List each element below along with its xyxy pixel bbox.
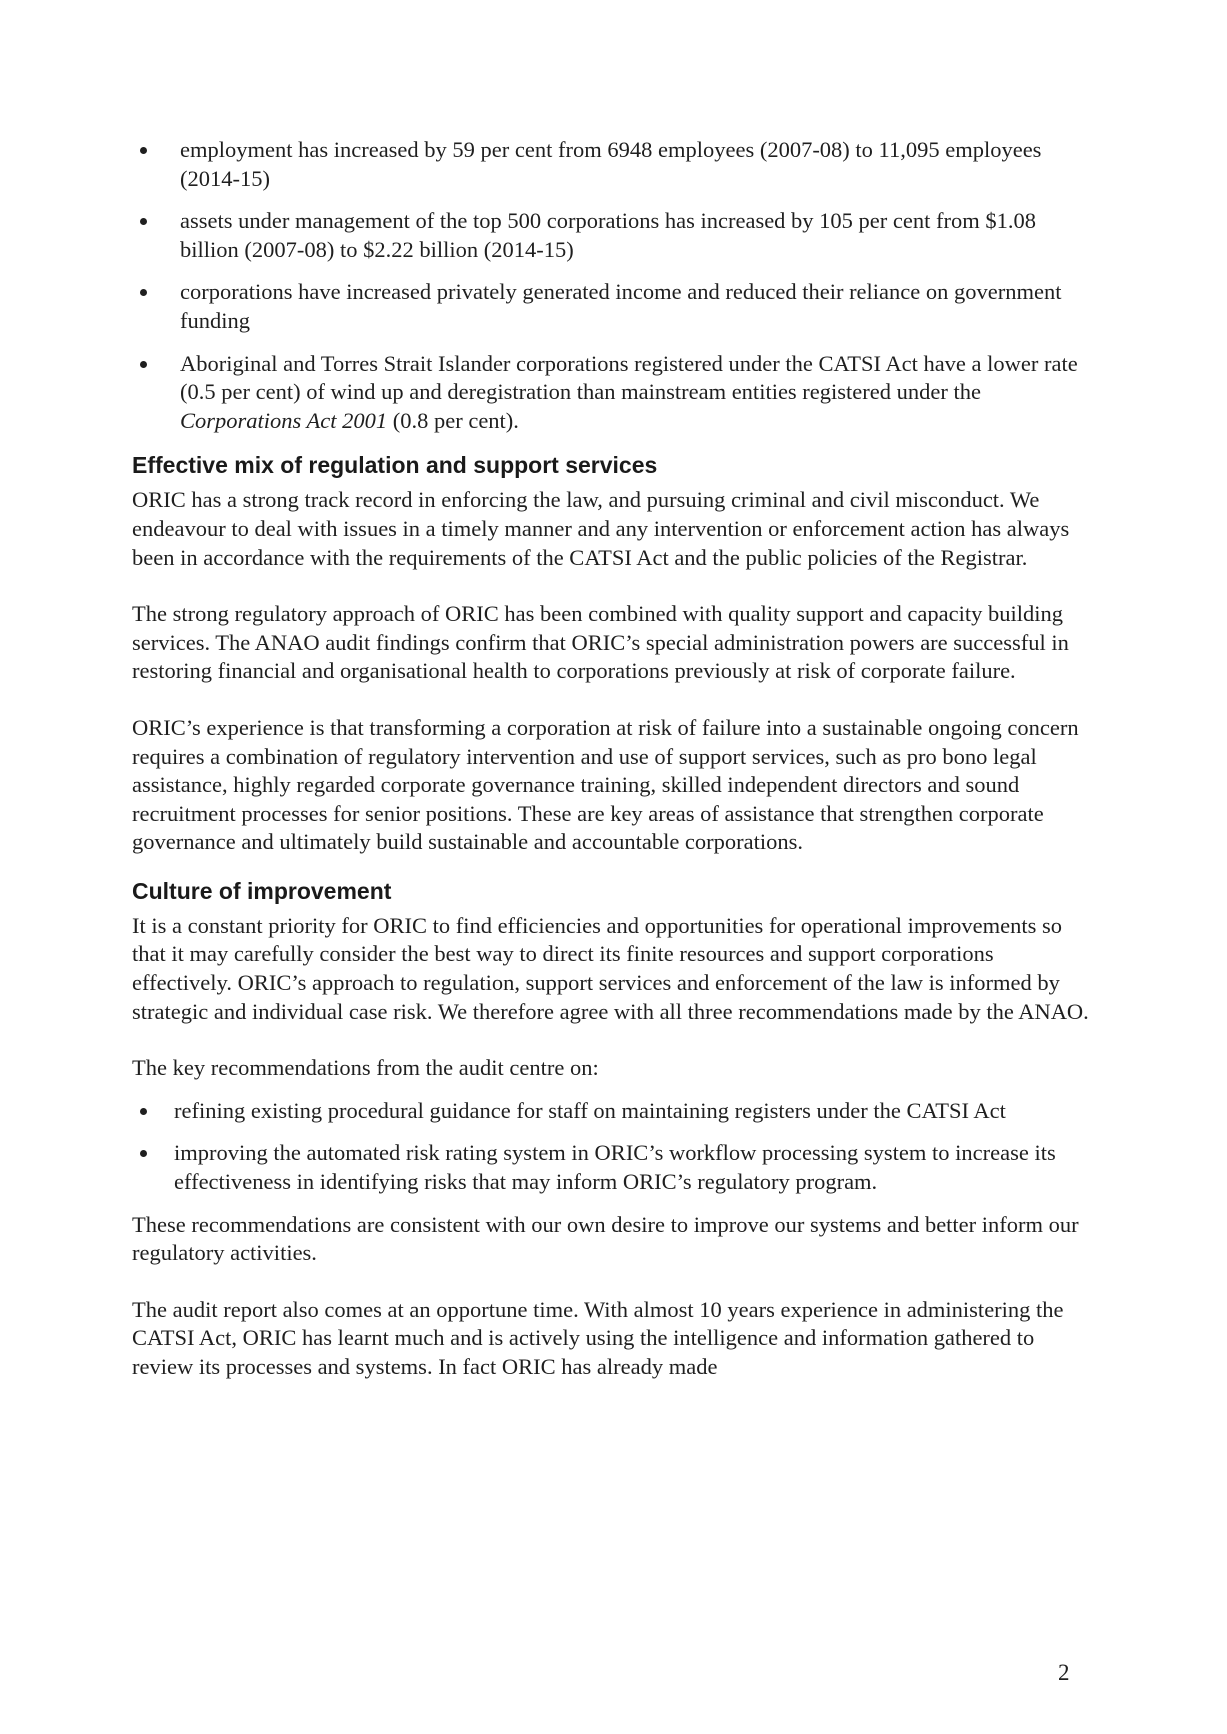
paragraph: These recommendations are consistent with our own desire to improve our systems and better inform our regulatory activities. (132, 1211, 1079, 1266)
bullet-text: refining existing procedural guidance for staff on maintaining registers under the CATSI Act (174, 1097, 1006, 1123)
section-heading-regulation: Effective mix of regulation and support services (132, 452, 658, 479)
paragraph: ORIC’s experience is that transforming a corporation at risk of failure into a sustainable ongoing concern requires a combination of regulatory intervention and use of support services, such as pro bono legal assistance, highly regarded corporate governance training, skilled independent directors and sound recruitment processes for senior positions. These are key areas of assistance that strengthen corporate governance and ultimately build sustainable and accountable corporations. (132, 714, 1079, 855)
paragraph: It is a constant priority for ORIC to find efficiencies and opportunities for operational improvements so that it may carefully consider the best way to direct its finite resources and support corporations effectively. ORIC’s approach to regulation, support services and enforcement of the law is informed by strategic and individual case risk. We therefore agree with all three recommendations made by the ANAO. (132, 912, 1089, 1024)
bullet-text-part: Aboriginal and Torres Strait Islander corporations registered under the CATSI Act have a lower rate (0.5 per cent) of wind up and deregistration than mainstream entities registered under the (180, 350, 1078, 405)
page-number: 2 (1058, 1660, 1070, 1685)
list-item (132, 1097, 1092, 1126)
bullet-text: improving the automated risk rating system in ORIC’s workflow processing system to increase its effectiveness in identifying risks that may inform ORIC’s regulatory program. (174, 1140, 1056, 1195)
paragraph: ORIC has a strong track record in enforcing the law, and pursuing criminal and civil misconduct. We endeavour to deal with issues in a timely manner and any intervention or enforcement action has always been in accordance with the requirements of the CATSI Act and the public policies of the Registrar. (132, 487, 1070, 570)
paragraph: The audit report also comes at an opportune time. With almost 10 years experience in administering the CATSI Act, ORIC has learnt much and is actively using the intelligence and information gathered to review its processes and systems. In fact ORIC has already made (132, 1296, 1064, 1379)
bullet-text: employment has increased by 59 per cent from 6948 employees (2007-08) to 11,095 employees (2014-15) (180, 137, 1042, 191)
page-content (132, 136, 1092, 1382)
bullet-text: corporations have increased privately generated income and reduced their reliance on government funding (180, 279, 1062, 333)
paragraph: The key recommendations from the audit centre on: (132, 1055, 599, 1081)
list-item (132, 207, 1092, 264)
paragraph: The strong regulatory approach of ORIC has been combined with quality support and capacity building services. The ANAO audit findings confirm that ORIC’s special administration powers are successful in restoring financial and organisational health to corporations previously at risk of corporate failure. (132, 601, 1069, 684)
bullet-text: assets under management of the top 500 corporations has increased by 105 per cent from $1.08 billion (2007-08) to $2.22 billion (2014-15) (180, 208, 1036, 262)
bullet-icon (140, 218, 147, 225)
list-item (132, 136, 1092, 193)
section-heading-improvement: Culture of improvement (132, 877, 392, 904)
bullet-icon (140, 289, 147, 296)
list-item (132, 1139, 1092, 1196)
act-title-italic: Corporations Act 2001 (180, 407, 388, 433)
bullet-icon (140, 361, 147, 368)
recommendations-bullet-list (132, 1097, 1092, 1197)
list-item (132, 350, 1092, 436)
bullet-icon (140, 147, 147, 154)
list-item (132, 278, 1092, 335)
bullet-icon (140, 1150, 147, 1157)
outcomes-bullet-list (132, 136, 1092, 435)
bullet-text-part: (0.8 per cent). (387, 407, 519, 433)
bullet-icon (140, 1108, 147, 1115)
